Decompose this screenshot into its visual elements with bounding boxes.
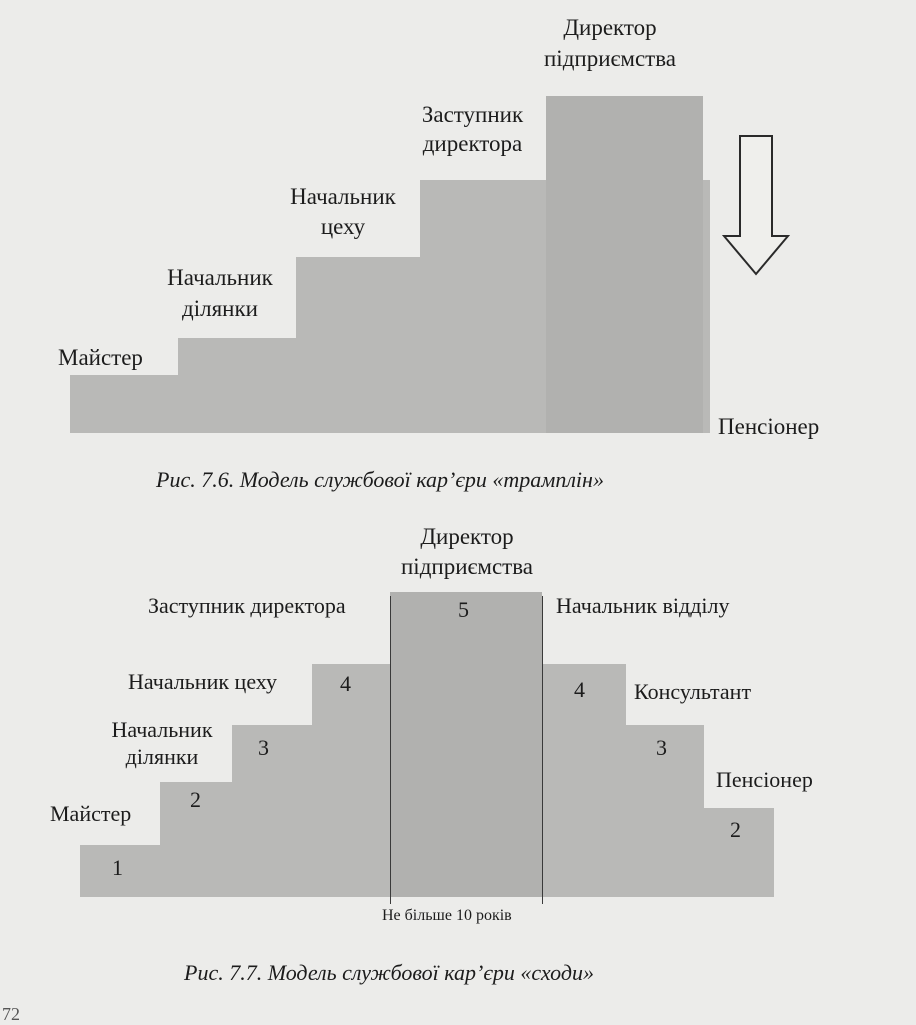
period-label: Не більше 10 років <box>382 907 512 924</box>
label-shop-head-2: Начальник цеху <box>128 669 277 694</box>
label-pensioner: Пенсіонер <box>718 414 820 439</box>
caption-figure-7-6: Рис. 7.6. Модель службової кар’єри «трамплін» <box>156 467 604 492</box>
step-number-4-right: 4 <box>574 677 585 702</box>
step-number-3-right: 3 <box>656 735 667 760</box>
stair-step-1 <box>80 845 400 897</box>
label-section-head: Начальник ділянки <box>167 265 273 321</box>
step-number-4-left: 4 <box>340 671 351 696</box>
label-section-head-2: Начальник ділянки <box>111 717 213 769</box>
label-pensioner-2: Пенсіонер <box>716 767 813 792</box>
label-shop-head: Начальник цеху <box>290 184 396 239</box>
stair-step-5 <box>390 592 542 897</box>
label-master: Майстер <box>58 345 143 370</box>
step-number-3-left: 3 <box>258 735 269 760</box>
period-line-left <box>390 596 391 904</box>
stair-step-4-left <box>312 664 400 728</box>
label-consultant: Консультант <box>634 679 752 704</box>
arrow-down-icon <box>722 134 790 276</box>
label-dept-head: Начальник відділу <box>556 593 730 618</box>
label-deputy-2: Заступник директора <box>148 593 346 618</box>
page-number: 72 <box>2 1004 20 1024</box>
label-director: Директор підприємства <box>544 15 676 71</box>
period-line-right <box>542 596 543 904</box>
label-deputy: Заступник директора <box>421 102 524 156</box>
step-number-2-right: 2 <box>730 817 741 842</box>
caption-figure-7-7: Рис. 7.7. Модель службової кар’єри «сходи» <box>184 960 594 985</box>
step-number-1: 1 <box>112 855 123 880</box>
label-master-2: Майстер <box>50 801 132 826</box>
step-director <box>546 96 703 433</box>
label-director-2: Директор підприємства <box>401 524 533 579</box>
step-number-2-left: 2 <box>190 787 201 812</box>
step-number-5: 5 <box>458 597 469 622</box>
